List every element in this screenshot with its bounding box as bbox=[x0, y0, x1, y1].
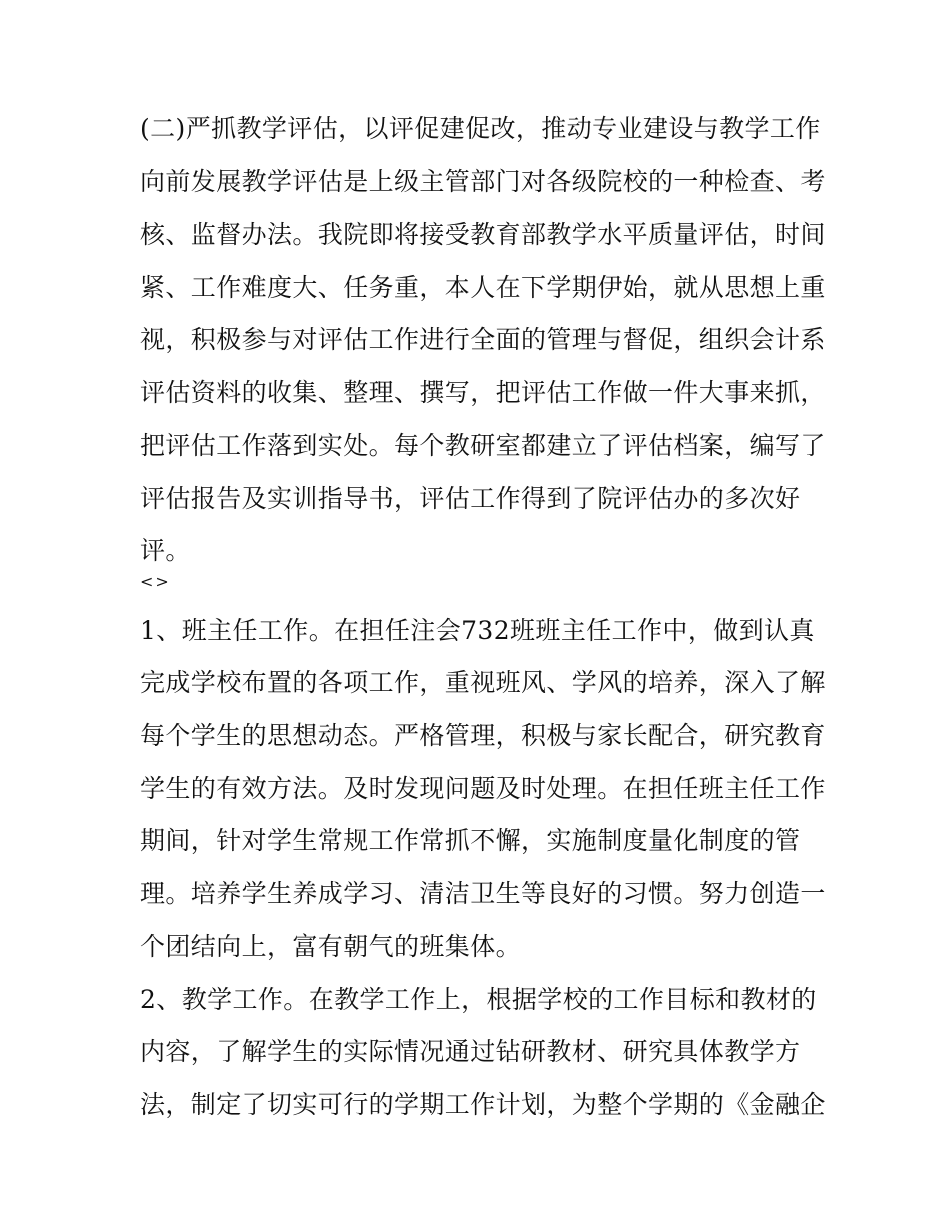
text-line: 学生的有效方法。及时发现问题及时处理。在担任班主任工作 bbox=[140, 774, 826, 803]
text-line: 完成学校布置的各项工作，重视班风、学风的培养，深入了解 bbox=[140, 668, 826, 697]
text-line: 1、班主任工作。在担任注会732班班主任工作中，做到认真 bbox=[140, 616, 815, 645]
separator-mark: <> bbox=[140, 572, 171, 591]
text-line: 内容，了解学生的实际情况通过钻研教材、研究具体教学方 bbox=[140, 1037, 801, 1066]
text-line: 个团结向上，富有朝气的班集体。 bbox=[140, 932, 522, 961]
text-line: 评估资料的收集、整理、撰写，把评估工作做一件大事来抓， bbox=[140, 378, 826, 407]
text-line: 视，积极参与对评估工作进行全面的管理与督促，组织会计系 bbox=[140, 325, 826, 354]
text-line: 评。 bbox=[140, 536, 191, 565]
text-line: (二)严抓教学评估，以评促建促改，推动专业建设与教学工作 bbox=[140, 114, 821, 143]
text-line: 向前发展教学评估是上级主管部门对各级院校的一种检查、考 bbox=[140, 167, 826, 196]
text-line: 法，制定了切实可行的学期工作计划，为整个学期的《金融企 bbox=[140, 1090, 826, 1119]
text-line: 把评估工作落到实处。每个教研室都建立了评估档案，编写了 bbox=[140, 431, 826, 460]
text-line: 每个学生的思想动态。严格管理，积极与家长配合，研究教育 bbox=[140, 721, 826, 750]
text-line: 紧、工作难度大、任务重，本人在下学期伊始，就从思想上重 bbox=[140, 273, 826, 302]
text-line: 2、教学工作。在教学工作上，根据学校的工作目标和教材的 bbox=[140, 985, 817, 1014]
text-line: 评估报告及实训指导书，评估工作得到了院评估办的多次好 bbox=[140, 484, 801, 513]
text-line: 期间，针对学生常规工作常抓不懈，实施制度量化制度的管 bbox=[140, 826, 801, 855]
text-line: 核、监督办法。我院即将接受教育部教学水平质量评估，时间 bbox=[140, 220, 826, 249]
text-line: 理。培养学生养成学习、清洁卫生等良好的习惯。努力创造一 bbox=[140, 879, 826, 908]
